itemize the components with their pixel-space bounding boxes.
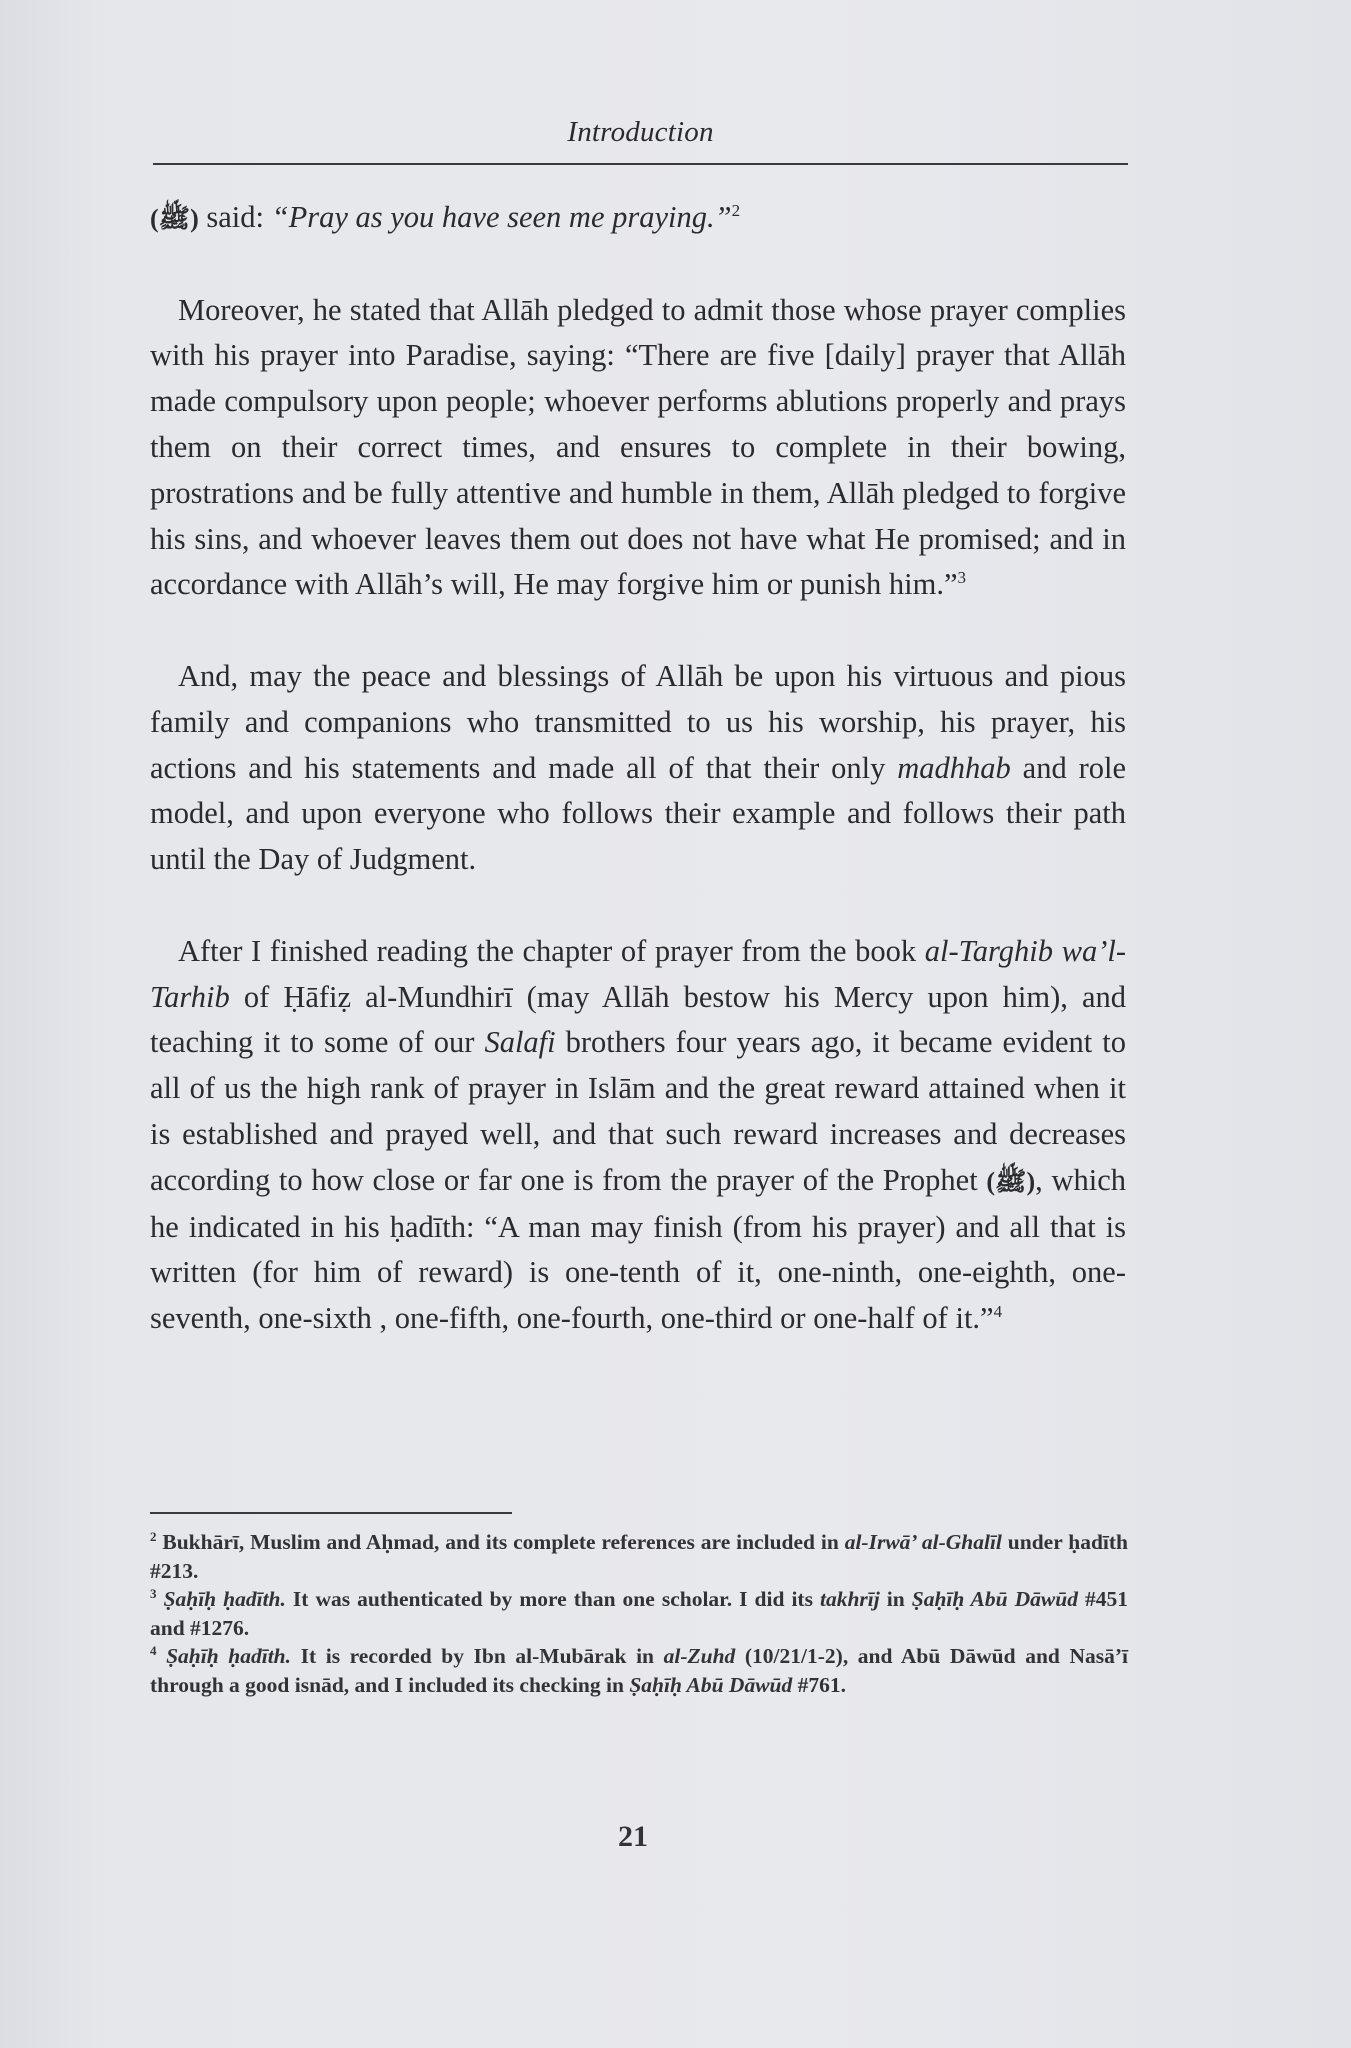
paragraph-2-text: Moreover, he stated that Allāh pledged to admit those whose prayer complies with his prayer into Paradise, saying: “There are five [daily] prayer that Allāh made compulsory upon people; whoever performs ablutions properly and prays them on their correct times, and ensures to complete in their bowing, prostrations and be fully attentive and humble in them, Allāh pledged to forgive his sins, and whoever leaves them out does not have what He promised; and in accordance with Allāh’s will, He may forgive him or punish him.” bbox=[150, 292, 1126, 602]
footnote-2 bbox=[150, 1528, 1128, 1585]
footnote-4-italic1: Ṣaḥīḥ ḥadīth. bbox=[156, 1644, 292, 1669]
footnote-4-part1: It is recorded by Ibn al-Mubārak in bbox=[291, 1644, 664, 1669]
footnote-ref-2: 2 bbox=[731, 200, 741, 220]
footnote-2-part2: under ḥadīth #213. bbox=[150, 1530, 1129, 1583]
footnote-3-italic1: Ṣaḥīḥ ḥadīth. bbox=[156, 1587, 286, 1612]
paragraph-4-part2: of Ḥāfiẓ al-Mundhirī (may Allāh bestow his Mercy upon him), and teaching it to some of our bbox=[150, 979, 1126, 1060]
paragraph-1-quote: “Pray as you have seen me praying.” bbox=[271, 200, 732, 234]
paragraph-1 bbox=[150, 195, 1126, 242]
footnote-ref-3: 3 bbox=[957, 568, 967, 588]
footnote-3-italic3: Ṣaḥīḥ Abū Dāwūd bbox=[911, 1587, 1078, 1612]
footnote-4-italic3: Ṣaḥīḥ Abū Dāwūd bbox=[629, 1672, 793, 1697]
paragraph-3-part2: and role model, and upon everyone who follows their example and follows their path until the Day of Judgment. bbox=[150, 750, 1126, 877]
footnote-number: 3 bbox=[150, 1586, 157, 1602]
footnote-4-part2: (10/21/1-2), and Abū Dāwūd and Nasā’ī through a good isnād, and I included its checking in bbox=[150, 1644, 1128, 1697]
paragraph-3-part1: And, may the peace and blessings of Allāh be upon his virtuous and pious family and companions who transmitted to us his worship, his prayer, his actions and his statements and made all of that their only bbox=[150, 658, 1126, 785]
book-title: al-Targhib wa’l-Tarhib bbox=[150, 933, 1126, 1014]
footnote-3-part1: It was authenticated by more than one scholar. I did its bbox=[285, 1587, 820, 1612]
footnote-4-italic2: al-Zuhd bbox=[663, 1644, 736, 1669]
salutation-symbol-2: (ﷺ) bbox=[986, 1166, 1036, 1196]
header-rule bbox=[153, 163, 1128, 165]
paragraph-2 bbox=[150, 288, 1126, 609]
paragraph-4 bbox=[150, 929, 1126, 1342]
paragraph-4-part1: After I finished reading the chapter of prayer from the book bbox=[178, 933, 925, 968]
footnote-number: 2 bbox=[150, 1528, 157, 1544]
footnote-2-italic: al-Irwā’ al-Ghalīl bbox=[844, 1530, 1002, 1554]
paragraph-4-part4: , which he indicated in his ḥadīth: “A man may finish (from his prayer) and all that is written (for him of reward) is one-tenth of it, one-ninth, one-eighth, one-seventh, one-sixth , one-fifth, one-fourth, one-third or one-half of it.” bbox=[150, 1162, 1126, 1336]
paragraph-1-lead: said: bbox=[198, 200, 272, 234]
running-title: Introduction bbox=[567, 116, 714, 148]
footnote-3-part2: in bbox=[879, 1587, 912, 1612]
salutation-symbol: (ﷺ) bbox=[150, 204, 199, 233]
footnote-ref-4: 4 bbox=[993, 1301, 1003, 1321]
paragraph-4-part3: brothers four years ago, it became evident to all of us the high rank of prayer in Islām and the great reward attained when it is established and prayed well, and that such reward increases and decreases according to how close or far one is from the prayer of the Prophet bbox=[150, 1025, 1126, 1197]
main-text bbox=[150, 195, 1126, 1388]
footnote-2-part1: Bukhārī, Muslim and Aḥmad, and its complete references are included in bbox=[156, 1530, 845, 1554]
footnote-4-part3: #761. bbox=[792, 1672, 846, 1697]
footnote-number: 4 bbox=[150, 1643, 157, 1659]
footnotes bbox=[150, 1528, 1128, 1700]
footnote-rule bbox=[150, 1512, 512, 1514]
footnote-4 bbox=[150, 1642, 1128, 1699]
paragraph-4-italic-salafi: Salafi bbox=[484, 1025, 556, 1060]
footnote-3 bbox=[150, 1585, 1128, 1642]
paragraph-3-italic: madhhab bbox=[897, 750, 1011, 785]
footnote-3-italic2: takhrīj bbox=[819, 1587, 880, 1612]
page-number: 21 bbox=[618, 1820, 648, 1853]
paragraph-3 bbox=[150, 654, 1126, 883]
footnote-3-part3: #451 and #1276. bbox=[150, 1587, 1128, 1640]
